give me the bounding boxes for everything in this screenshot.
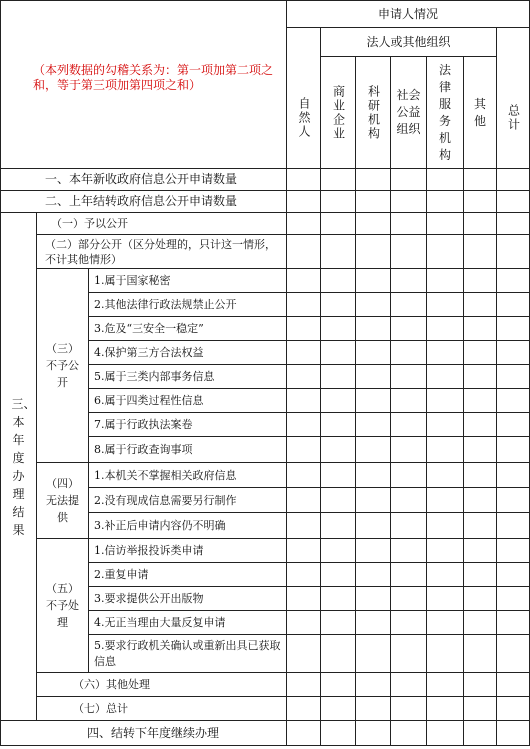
data-cell[interactable] — [390, 586, 426, 610]
relation-note-text: （本列数据的勾稽关系为：第一项加第二项之和，等于第三项加第四项之和） — [33, 63, 274, 92]
data-cell[interactable] — [390, 538, 426, 562]
row-label-three-security: 3.危及“三安全一稳定” — [88, 316, 286, 340]
row-label-partially-disclosed: （二）部分公开（区分处理的，只计这一情形，不计其他情形） — [36, 234, 286, 268]
data-cell[interactable] — [463, 364, 496, 388]
data-cell[interactable] — [286, 268, 320, 292]
data-cell[interactable] — [320, 610, 355, 634]
row-label-enforcement-files: 7.属于行政执法案卷 — [88, 412, 286, 436]
group-label-not-disclosed: （三）不予公开 — [36, 268, 88, 462]
row-label-duplicate-request: 2.重复申请 — [88, 562, 286, 586]
data-cell[interactable] — [426, 292, 463, 316]
data-cell[interactable] — [320, 672, 355, 696]
data-cell[interactable] — [496, 672, 530, 696]
data-cell[interactable] — [320, 364, 355, 388]
data-cell[interactable] — [390, 562, 426, 586]
data-cell[interactable] — [496, 586, 530, 610]
data-cell[interactable] — [355, 268, 390, 292]
group-label-not-processed: （五）不予处理 — [36, 538, 88, 672]
data-cell[interactable] — [286, 672, 320, 696]
data-cell[interactable] — [320, 316, 355, 340]
data-cell[interactable] — [355, 562, 390, 586]
data-cell[interactable] — [390, 364, 426, 388]
row-label-new-requests: 一、本年新收政府信息公开申请数量 — [0, 168, 286, 190]
data-cell[interactable] — [355, 168, 390, 190]
data-cell[interactable] — [355, 234, 390, 268]
row-label-admin-inquiry: 8.属于行政查询事项 — [88, 436, 286, 462]
data-cell[interactable] — [390, 168, 426, 190]
data-cell[interactable] — [426, 696, 463, 720]
data-cell[interactable] — [355, 672, 390, 696]
data-cell[interactable] — [355, 316, 390, 340]
row-label-carried-over: 二、上年结转政府信息公开申请数量 — [0, 190, 286, 212]
data-cell[interactable] — [463, 340, 496, 364]
data-cell[interactable] — [355, 412, 390, 436]
data-cell[interactable] — [463, 610, 496, 634]
data-cell[interactable] — [426, 412, 463, 436]
data-cell[interactable] — [286, 340, 320, 364]
data-cell[interactable] — [355, 292, 390, 316]
row-label-repeated-requests: 4.无正当理由大量反复申请 — [88, 610, 286, 634]
data-cell[interactable] — [355, 364, 390, 388]
data-cell[interactable] — [496, 268, 530, 292]
data-cell[interactable] — [286, 168, 320, 190]
data-cell[interactable] — [390, 512, 426, 538]
data-cell[interactable] — [320, 487, 355, 512]
row-label-reconfirm-info: 5.要求行政机关确认或重新出具已获取信息 — [88, 634, 286, 672]
data-cell[interactable] — [496, 212, 530, 234]
data-cell[interactable] — [426, 720, 463, 746]
row-label-needs-creation: 2.没有现成信息需要另行制作 — [88, 487, 286, 512]
data-cell[interactable] — [320, 412, 355, 436]
data-cell[interactable] — [355, 512, 390, 538]
data-cell[interactable] — [355, 634, 390, 672]
data-cell[interactable] — [496, 436, 530, 462]
data-cell[interactable] — [463, 168, 496, 190]
data-cell[interactable] — [426, 436, 463, 462]
data-cell[interactable] — [286, 512, 320, 538]
data-cell[interactable] — [355, 538, 390, 562]
data-cell[interactable] — [426, 538, 463, 562]
applicant-situation-header: 申请人情况 — [286, 0, 530, 27]
section-processing-results: 三、本年度办理结果 — [0, 212, 36, 720]
data-cell[interactable] — [320, 634, 355, 672]
data-cell[interactable] — [496, 634, 530, 672]
data-cell[interactable] — [286, 462, 320, 487]
data-cell[interactable] — [496, 316, 530, 340]
row-label-law-prohibited: 2.其他法律行政法规禁止公开 — [88, 292, 286, 316]
data-cell[interactable] — [496, 487, 530, 512]
data-cell[interactable] — [496, 696, 530, 720]
relation-note — [0, 0, 286, 168]
data-cell[interactable] — [496, 168, 530, 190]
data-cell[interactable] — [426, 586, 463, 610]
data-cell[interactable] — [286, 388, 320, 412]
data-cell[interactable] — [426, 610, 463, 634]
col-other: 其他 — [463, 56, 496, 168]
data-cell[interactable] — [286, 436, 320, 462]
row-label-state-secret: 1.属于国家秘密 — [88, 268, 286, 292]
data-cell[interactable] — [426, 340, 463, 364]
row-label-carry-forward: 四、结转下年度继续办理 — [0, 720, 286, 746]
row-label-third-party-rights: 4.保护第三方合法权益 — [88, 340, 286, 364]
data-cell[interactable] — [426, 462, 463, 487]
data-cell[interactable] — [390, 388, 426, 412]
data-cell[interactable] — [463, 487, 496, 512]
data-cell[interactable] — [355, 190, 390, 212]
data-cell[interactable] — [286, 610, 320, 634]
col-total: 总计 — [496, 27, 530, 168]
data-cell[interactable] — [496, 512, 530, 538]
data-cell[interactable] — [463, 462, 496, 487]
data-cell[interactable] — [496, 610, 530, 634]
data-cell[interactable] — [426, 168, 463, 190]
data-cell[interactable] — [496, 292, 530, 316]
data-cell[interactable] — [426, 268, 463, 292]
data-cell[interactable] — [320, 234, 355, 268]
data-cell[interactable] — [320, 562, 355, 586]
data-cell[interactable] — [426, 316, 463, 340]
data-cell[interactable] — [390, 190, 426, 212]
col-social-welfare-org: 社会公益组织 — [390, 56, 426, 168]
data-cell[interactable] — [463, 436, 496, 462]
data-cell[interactable] — [426, 388, 463, 412]
data-cell[interactable] — [496, 562, 530, 586]
row-label-internal-affairs: 5.属于三类内部事务信息 — [88, 364, 286, 388]
data-cell[interactable] — [286, 634, 320, 672]
data-cell[interactable] — [320, 168, 355, 190]
data-cell[interactable] — [463, 234, 496, 268]
data-cell[interactable] — [426, 634, 463, 672]
data-cell[interactable] — [463, 562, 496, 586]
data-cell[interactable] — [286, 696, 320, 720]
data-cell[interactable] — [286, 364, 320, 388]
data-cell[interactable] — [355, 462, 390, 487]
data-cell[interactable] — [286, 412, 320, 436]
data-cell[interactable] — [463, 316, 496, 340]
data-cell[interactable] — [286, 586, 320, 610]
data-cell[interactable] — [286, 562, 320, 586]
data-cell[interactable] — [355, 487, 390, 512]
data-cell[interactable] — [390, 634, 426, 672]
data-cell[interactable] — [426, 212, 463, 234]
data-cell[interactable] — [426, 487, 463, 512]
row-label-not-held: 1.本机关不掌握相关政府信息 — [88, 462, 286, 487]
data-cell[interactable] — [463, 212, 496, 234]
data-cell[interactable] — [463, 634, 496, 672]
data-cell[interactable] — [390, 212, 426, 234]
col-commercial-enterprise: 商业企业 — [320, 56, 355, 168]
data-cell[interactable] — [496, 462, 530, 487]
data-cell[interactable] — [320, 212, 355, 234]
data-cell[interactable] — [390, 268, 426, 292]
data-cell[interactable] — [390, 234, 426, 268]
row-label-disclosed: （一）予以公开 — [36, 212, 286, 234]
data-cell[interactable] — [390, 672, 426, 696]
data-cell[interactable] — [320, 436, 355, 462]
data-cell[interactable] — [463, 292, 496, 316]
data-cell[interactable] — [426, 672, 463, 696]
data-cell[interactable] — [286, 538, 320, 562]
row-label-subtotal: （七）总计 — [36, 696, 286, 720]
data-cell[interactable] — [390, 436, 426, 462]
data-cell[interactable] — [390, 412, 426, 436]
col-research-institution: 科研机构 — [355, 56, 390, 168]
data-cell[interactable] — [286, 212, 320, 234]
data-cell[interactable] — [355, 436, 390, 462]
data-cell[interactable] — [390, 720, 426, 746]
data-cell[interactable] — [390, 340, 426, 364]
row-label-other-processing: （六）其他处理 — [36, 672, 286, 696]
data-cell[interactable] — [463, 512, 496, 538]
data-cell[interactable] — [320, 388, 355, 412]
row-label-petition-complaint: 1.信访举报投诉类申请 — [88, 538, 286, 562]
data-cell[interactable] — [390, 462, 426, 487]
data-cell[interactable] — [320, 268, 355, 292]
data-cell[interactable] — [355, 586, 390, 610]
data-cell[interactable] — [463, 586, 496, 610]
data-cell[interactable] — [496, 412, 530, 436]
data-cell[interactable] — [286, 190, 320, 212]
row-label-still-unclear: 3.补正后申请内容仍不明确 — [88, 512, 286, 538]
data-cell[interactable] — [355, 388, 390, 412]
data-cell[interactable] — [496, 340, 530, 364]
data-cell[interactable] — [355, 340, 390, 364]
data-cell[interactable] — [463, 538, 496, 562]
data-cell[interactable] — [463, 672, 496, 696]
data-cell[interactable] — [286, 720, 320, 746]
data-cell[interactable] — [390, 316, 426, 340]
data-cell[interactable] — [426, 562, 463, 586]
data-cell[interactable] — [463, 720, 496, 746]
data-cell[interactable] — [426, 364, 463, 388]
data-cell[interactable] — [320, 292, 355, 316]
data-cell[interactable] — [355, 696, 390, 720]
data-cell[interactable] — [320, 538, 355, 562]
col-legal-service-org: 法律服务机构 — [426, 56, 463, 168]
data-cell[interactable] — [496, 190, 530, 212]
data-cell[interactable] — [463, 696, 496, 720]
data-cell[interactable] — [286, 292, 320, 316]
data-cell[interactable] — [286, 487, 320, 512]
data-cell[interactable] — [463, 190, 496, 212]
data-cell[interactable] — [496, 234, 530, 268]
data-cell[interactable] — [320, 720, 355, 746]
row-label-process-info: 6.属于四类过程性信息 — [88, 388, 286, 412]
col-natural-person: 自然人 — [286, 27, 320, 168]
data-cell[interactable] — [355, 610, 390, 634]
data-cell[interactable] — [320, 462, 355, 487]
data-cell[interactable] — [320, 586, 355, 610]
group-label-unable-to-provide: （四）无法提供 — [36, 462, 88, 538]
data-cell[interactable] — [320, 512, 355, 538]
data-cell[interactable] — [355, 720, 390, 746]
legal-entity-group-header: 法人或其他组织 — [320, 27, 496, 56]
data-cell[interactable] — [320, 696, 355, 720]
data-cell[interactable] — [390, 292, 426, 316]
data-cell[interactable] — [496, 538, 530, 562]
data-cell[interactable] — [463, 388, 496, 412]
data-cell[interactable] — [390, 487, 426, 512]
data-cell[interactable] — [426, 190, 463, 212]
data-cell[interactable] — [390, 696, 426, 720]
data-cell[interactable] — [355, 212, 390, 234]
data-cell[interactable] — [320, 190, 355, 212]
data-cell[interactable] — [463, 412, 496, 436]
data-cell[interactable] — [496, 720, 530, 746]
data-cell[interactable] — [426, 234, 463, 268]
data-cell[interactable] — [390, 610, 426, 634]
row-label-publications: 3.要求提供公开出版物 — [88, 586, 286, 610]
data-cell[interactable] — [286, 316, 320, 340]
data-cell[interactable] — [496, 364, 530, 388]
data-cell[interactable] — [496, 388, 530, 412]
data-cell[interactable] — [286, 234, 320, 268]
data-cell[interactable] — [426, 512, 463, 538]
data-cell[interactable] — [320, 340, 355, 364]
data-cell[interactable] — [463, 268, 496, 292]
